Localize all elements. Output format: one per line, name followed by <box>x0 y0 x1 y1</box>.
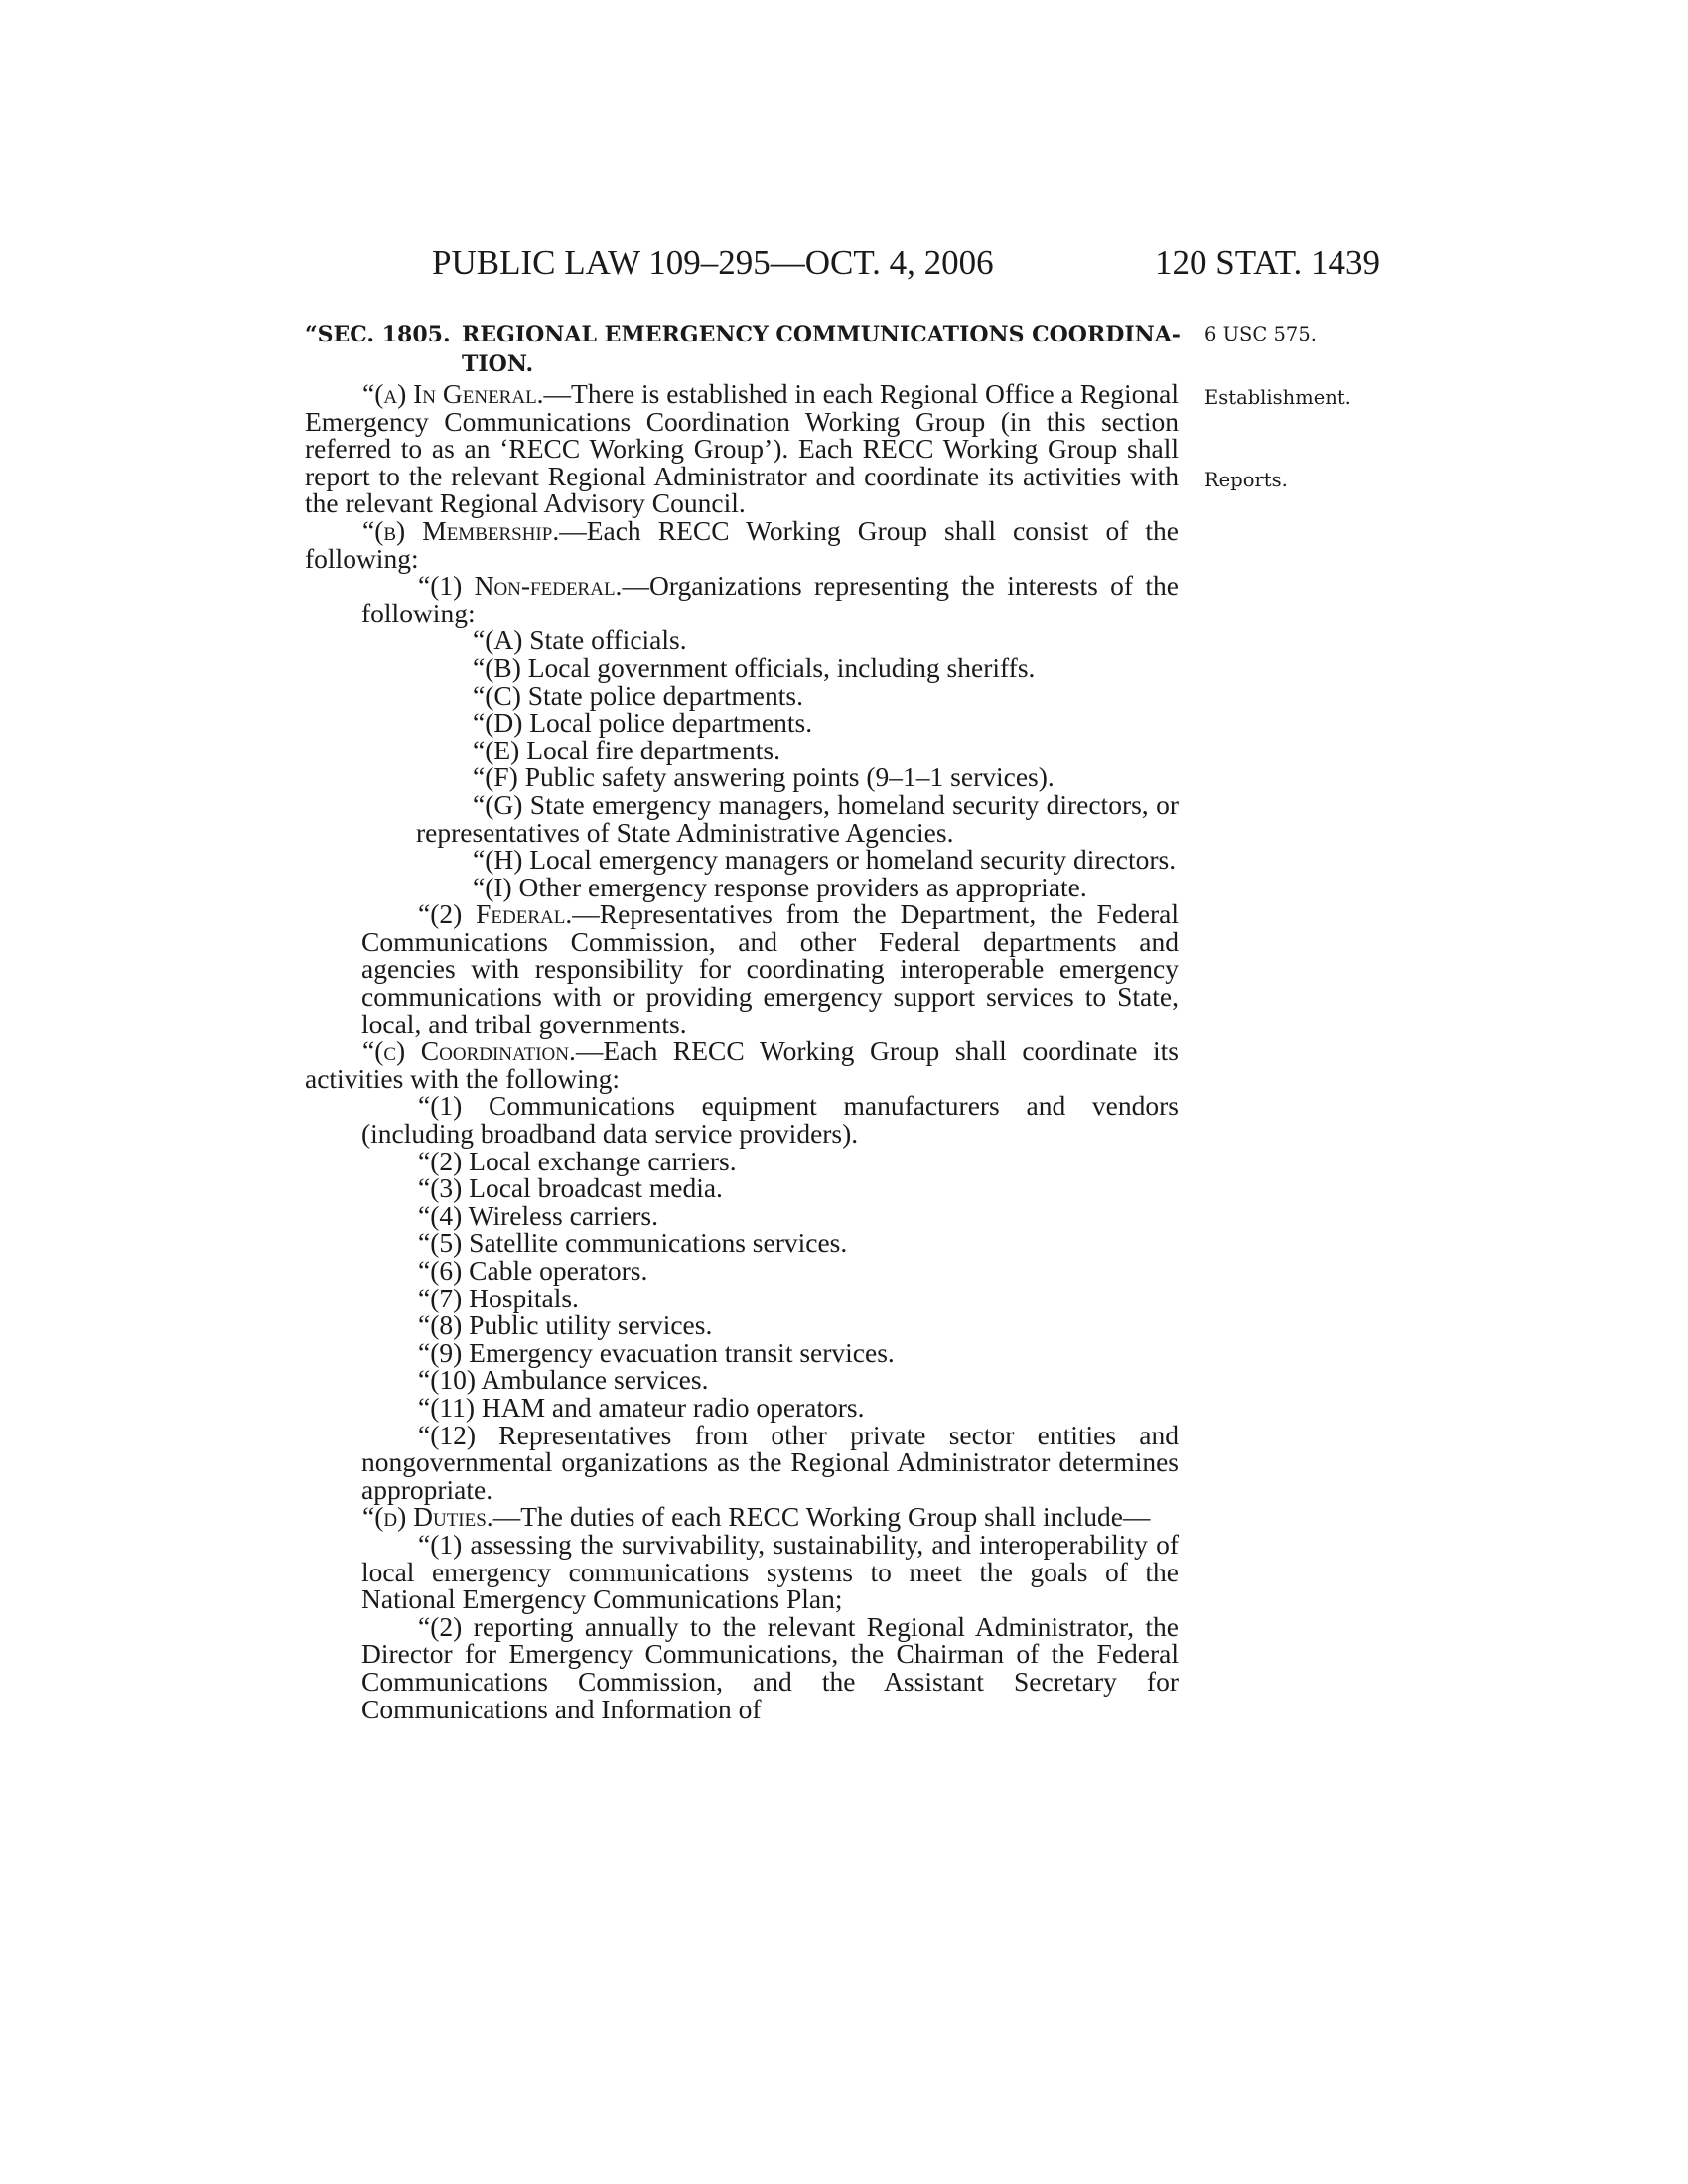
paragraph-c5: “(5) Satellite communications services. <box>418 1227 848 1259</box>
subsection-b <box>305 514 1180 574</box>
subsection-a <box>305 380 1179 517</box>
subsection-text: —The duties of each RECC Working Group shall include— <box>492 1501 1151 1533</box>
subsection-text: —Each RECC Working Group shall consist of the following: <box>305 514 1180 574</box>
clause-b1D: “(D) Local police departments. <box>473 707 813 739</box>
clause-b1F: “(F) Public safety answering points (9–1–1 services). <box>473 761 1055 793</box>
margin-note-establishment: Establishment. <box>1204 386 1351 409</box>
running-head-title: PUBLIC LAW 109–295—OCT. 4, 2006 <box>432 243 994 282</box>
paragraph-c6: “(6) Cable operators. <box>418 1255 648 1286</box>
clause-b1A: “(A) State officials. <box>473 624 687 656</box>
paragraph-d1: “(1) assessing the survivability, sustainability, and interoperability of local emergency communications systems to meet the goals of the National Emergency Communications Plan; <box>361 1528 1179 1615</box>
paragraph-b1 <box>305 572 1179 626</box>
paragraph-c4: “(4) Wireless carriers. <box>418 1199 658 1231</box>
subsection-c <box>305 1037 1179 1092</box>
paragraph-c10: “(10) Ambulance services. <box>418 1364 709 1396</box>
subsection-heading: “(a) In General. <box>362 378 544 409</box>
subsection-heading: “(b) Membership. <box>362 514 560 546</box>
subsection-heading: “(c) Coordination. <box>362 1035 576 1067</box>
section-number: “SEC. 1805. <box>305 322 451 347</box>
paragraph-c7: “(7) Hospitals. <box>418 1282 579 1313</box>
clause-b1E: “(E) Local fire departments. <box>473 734 780 765</box>
subsection-text: —There is established in each Regional Office a Regional Emergency Communications Coordination Working Group (in this section referred to as an ‘RECC Working Group’). Each RECC Working Group shall report to the relevant Regional Administrator and coordinate its activities with the relevant Regional Advisory Council. <box>305 378 1179 519</box>
subsection-heading: “(d) Duties. <box>362 1501 493 1533</box>
clause-b1G: “(G) State emergency managers, homeland security directors, or representatives of State Administrative Agencies. <box>416 788 1179 848</box>
clause-b1H: “(H) Local emergency managers or homeland security directors. <box>473 844 1177 876</box>
clause-b1B: “(B) Local government officials, including sheriffs. <box>473 651 1036 683</box>
paragraph-b2 <box>305 900 1179 1037</box>
paragraph-c12: “(12) Representatives from other private sector entities and nongovernmental organizations as the Regional Administrator determines appropriate. <box>361 1419 1179 1505</box>
subsection-text: —Each RECC Working Group shall coordinate its activities with the following: <box>305 1035 1179 1094</box>
paragraph-c1: “(1) Communications equipment manufacturers and vendors (including broadband data service providers). <box>361 1090 1179 1150</box>
section-title-continued: TION. <box>462 351 534 377</box>
paragraph-text: —Representatives from the Department, the Federal Communications Commission, and other Federal departments and agencies with responsibility for coordinating interoperable emergency communications with or providing emergency support services to State, local, and tribal governments. <box>361 898 1179 1039</box>
paragraph-d2: “(2) reporting annually to the relevant Regional Administrator, the Director for Emergency Communications, the Chairman of the Federal Communications Commission, and the Assistant Secretary for Communications and Information of <box>361 1610 1179 1724</box>
paragraph-text: —Organizations representing the interests of the following: <box>361 570 1179 628</box>
paragraph-heading: “(1) Non-federal. <box>418 570 623 602</box>
margin-note-citation: 6 USC 575. <box>1204 323 1317 345</box>
paragraph-c2: “(2) Local exchange carriers. <box>418 1145 737 1176</box>
document-body <box>305 380 1179 1722</box>
paragraph-c3: “(3) Local broadcast media. <box>418 1172 723 1204</box>
clause-b1I: “(I) Other emergency response providers as appropriate. <box>473 871 1087 902</box>
page-header <box>303 243 1380 293</box>
paragraph-c11: “(11) HAM and amateur radio operators. <box>418 1391 865 1423</box>
paragraph-c9: “(9) Emergency evacuation transit services. <box>418 1336 895 1368</box>
paragraph-heading: “(2) Federal. <box>418 898 573 930</box>
clause-b1C: “(C) State police departments. <box>473 679 803 711</box>
subsection-d <box>305 1503 1179 1531</box>
section-title: REGIONAL EMERGENCY COMMUNICATIONS COORDINA- <box>462 322 1181 347</box>
statute-page-number: 120 STAT. 1439 <box>1155 243 1380 282</box>
paragraph-c8: “(8) Public utility services. <box>418 1309 713 1341</box>
margin-note-reports: Reports. <box>1204 469 1288 491</box>
